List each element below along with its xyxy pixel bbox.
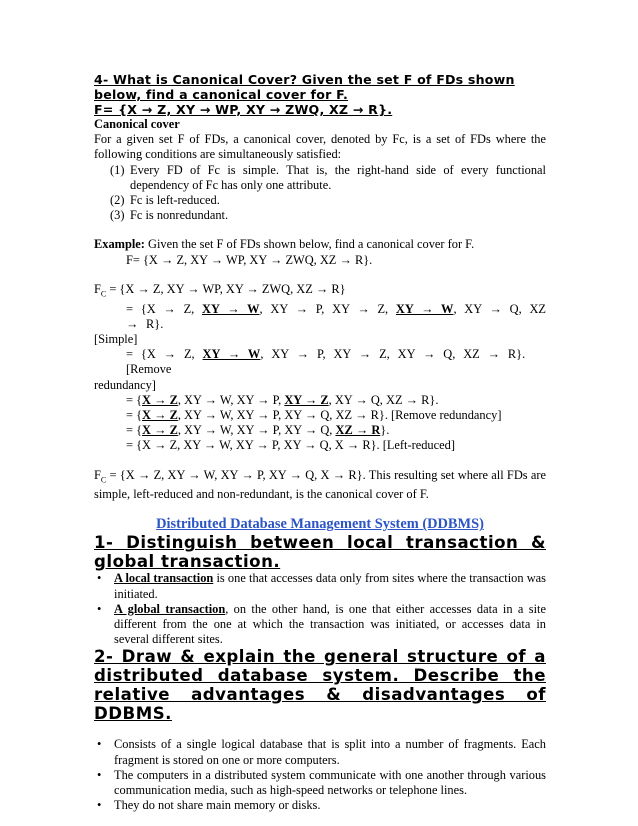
condition-item — [94, 163, 546, 193]
section1-bullets — [94, 571, 546, 647]
bullet-term: A local transaction — [114, 571, 214, 586]
example-set: F= {X → Z, XY → WP, XY → ZWQ, XZ → R}. — [126, 252, 373, 267]
list-item — [94, 737, 546, 767]
step-3 — [94, 393, 546, 408]
step-highlight: XZ → R — [335, 423, 381, 438]
list-item — [94, 798, 546, 813]
fc-line: $F_C = \{X \to Z$, XY → WP, XY → ZWQ, XZ → R} — [94, 281, 346, 299]
section2-bullets — [94, 737, 546, 813]
step-remove — [94, 347, 546, 377]
bullet-text: Consists of a single logical database that is split into a number of fragments. Each fragment is stored on one or more computers. — [114, 737, 546, 767]
bullet-icon: • — [97, 798, 102, 813]
bullet-icon: • — [97, 737, 102, 752]
bullet-icon: • — [97, 601, 102, 616]
step-text: , XY → Q, XZ → R}. — [328, 392, 439, 407]
section1-title: 1- Distinguish between local transaction & global transaction. — [94, 533, 546, 572]
fc-subscript: C — [100, 289, 107, 299]
list-item — [94, 768, 546, 798]
conclusion-text: = {X → Z, XY → W, XY → P, XY → Q, X → R}. This resulting set where all FDs are simple, left-reduced and non-redundant, is the canonical cover of F. — [94, 467, 546, 502]
conclusion-paragraph — [94, 468, 546, 503]
step-text: , XY → W, XY → P, XY → Q, XZ → R}. [Remove redundancy] — [177, 407, 502, 422]
step-text: , XY → W, XY → P, — [177, 392, 285, 407]
step-simple-tag: [Simple] — [94, 331, 138, 346]
list-item — [94, 602, 546, 648]
step-text: = { — [126, 423, 143, 438]
bullet-text: is one that accesses data only from sites where the transaction was initiated. — [114, 571, 547, 601]
document-content — [94, 72, 546, 813]
step-text: = { — [126, 392, 143, 407]
step-5 — [94, 423, 546, 438]
section4-title — [94, 72, 546, 117]
canonical-cover-subheading: Canonical cover — [94, 117, 180, 131]
bullet-text: The computers in a distributed system communicate with one another through various communication media, such as high-speed networks or telephone lines. — [114, 767, 546, 798]
bullet-icon: • — [97, 571, 102, 586]
condition-text: Fc is nonredundant. — [130, 208, 229, 223]
conditions-list — [94, 163, 546, 224]
conclusion-subscript: C — [100, 475, 107, 484]
condition-number: (2) — [110, 193, 125, 208]
step-highlight: XY → W — [202, 347, 261, 362]
section4-title-line1: 4- What is Canonical Cover? Given the set F of FDs shown — [94, 72, 515, 87]
step-text: , XY → W, XY → P, XY → Q, — [177, 423, 336, 438]
step-6: = {X → Z, XY → W, XY → P, XY → Q, X → R}. [Left-reduced] — [126, 438, 455, 453]
step-highlight: X → Z — [142, 407, 178, 422]
step-highlight: X → Z — [142, 423, 178, 438]
step-remove-tag: redundancy] — [94, 377, 156, 392]
condition-number: (1) — [110, 162, 125, 177]
bullet-text: They do not share main memory or disks. — [114, 798, 321, 813]
step-4 — [94, 408, 546, 423]
condition-item — [94, 193, 546, 208]
canonical-cover-intro: For a given set F of FDs, a canonical cover, denoted by Fc, is a set of FDs where the following conditions are simultaneously satisfied: — [94, 132, 546, 162]
step-text: = {X → Z, — [126, 301, 202, 316]
section4-title-line2: below, find a canonical cover for F. — [94, 87, 349, 102]
condition-text: Every FD of Fc is simple. That is, the right-hand side of every functional dependency of Fc has only one attribute. — [130, 162, 546, 192]
step-text: , XY → P, XY → Z, — [259, 301, 396, 316]
section2-title: 2- Draw & explain the general structure of a distributed database system. Describe the relative advantages & disadvantages of DDBMS. — [94, 647, 546, 724]
bullet-text: , on the other hand, is one that either accesses data in a site different from the one at which the transaction was initiated, or accesses data in several different sites. — [114, 601, 546, 647]
conclusion-f: F — [94, 467, 101, 482]
bullet-term: A global transaction — [114, 601, 226, 616]
step-text: = { — [126, 407, 143, 422]
step-simple — [94, 302, 546, 332]
step-text: , XY → P, XY → Z, XY → Q, XZ → R}. [Remove — [126, 347, 526, 377]
step-text: }. — [380, 423, 390, 438]
step-text: , XY → Q, XZ → R}. — [126, 301, 546, 331]
step-highlight: XY → Z — [284, 392, 329, 407]
condition-text: Fc is left-reduced. — [130, 193, 220, 208]
step-highlight: XY → W — [202, 301, 260, 316]
step-highlight: X → Z — [142, 392, 178, 407]
step-highlight: XY → W — [395, 301, 454, 316]
example-paragraph — [94, 237, 546, 252]
bullet-icon: • — [97, 767, 102, 782]
example-label: Example: — [94, 237, 145, 252]
list-item — [94, 571, 546, 601]
condition-item — [94, 208, 546, 223]
step-text: = {X → Z, — [126, 347, 203, 362]
example-text: Given the set F of FDs shown below, find a canonical cover for F. — [144, 237, 475, 252]
condition-number: (3) — [110, 208, 125, 223]
ddbms-section-title: Distributed Database Management System (DDBMS) — [156, 516, 484, 533]
section4-title-line3: F= {X → Z, XY → WP, XY → ZWQ, XZ → R}. — [94, 102, 393, 117]
